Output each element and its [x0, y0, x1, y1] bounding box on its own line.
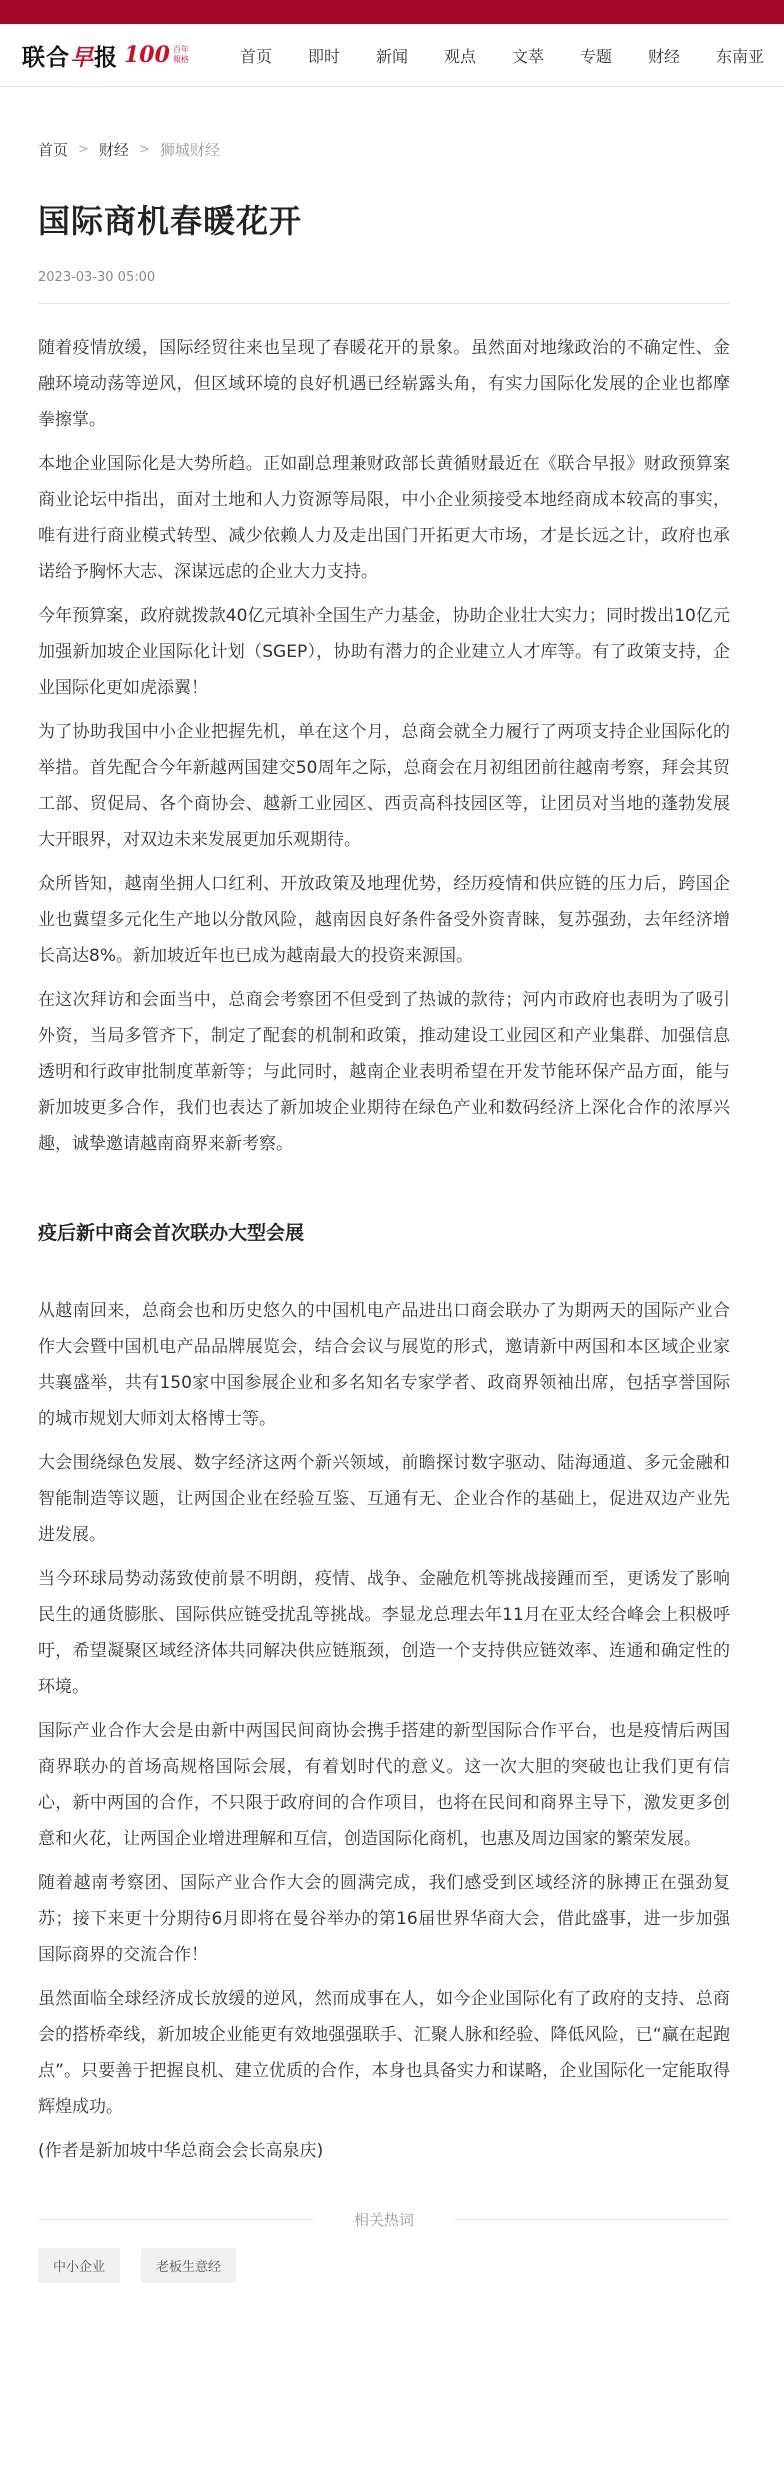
main-nav [240, 44, 784, 67]
breadcrumb-current[interactable]: 狮城财经 [159, 141, 220, 159]
top-brand-bar [0, 0, 784, 24]
breadcrumb-section[interactable]: 财经 [98, 141, 129, 159]
site-logo[interactable] [22, 39, 209, 72]
paragraph: 随着越南考察团、国际产业合作大会的圆满完成，我们感受到区域经济的脉搏正在强劲复苏；接下来更十分期待6月即将在曼谷举办的第16届世界华商大会，借此盛事，进一步加强国际商界的交流合作！ [38, 1873, 730, 1965]
paragraph: 随着疫情放缓，国际经贸往来也呈现了春暖花开的景象。虽然面对地缘政治的不确定性、金融环境动荡等逆风，但区域环境的良好机遇已经崭露头角，有实力国际化发展的企业也都摩拳擦掌。 [38, 338, 730, 430]
paragraph: 本地企业国际化是大势所趋。正如副总理兼财政部长黄循财最近在《联合早报》财政预算案商业论坛中指出，面对土地和人力资源等局限，中小企业须接受本地经商成本较高的事实，唯有进行商业模式转型、减少依赖人力及走出国门开拓更大市场，才是长远之计，政府也承诺给予胸怀大志、深谋远虑的企业大力支持。 [38, 454, 730, 582]
logo-wordmark: 联合早报 [22, 43, 118, 71]
title-divider [38, 303, 730, 304]
article-date: 2023-03-30 05:00 [38, 270, 156, 285]
nav-item-sea[interactable]: 东南亚 [716, 46, 765, 66]
keyword-tags [38, 2248, 730, 2283]
paragraph: 众所皆知，越南坐拥人口红利、开放政策及地理优势，经历疫情和供应链的压力后，跨国企业也冀望多元化生产地以分散风险，越南因良好条件备受外资青睐，复苏强劲，去年经济增长高达8%。新加坡近年也已成为越南最大的投资来源国。 [38, 874, 730, 966]
nav-item-opinion[interactable]: 观点 [444, 46, 477, 66]
keyword-tag[interactable]: 中小企业 [38, 2248, 120, 2283]
breadcrumb [38, 139, 730, 160]
logo-tagline: 百年報格 [172, 45, 189, 64]
site-header [0, 24, 784, 87]
nav-item-home[interactable]: 首页 [240, 46, 273, 66]
breadcrumb-separator: > [138, 142, 150, 157]
article-container [38, 139, 730, 2283]
paragraph: 大会围绕绿色发展、数字经济这两个新兴领域，前瞻探讨数字驱动、陆海通道、多元金融和智能制造等议题，让两国企业在经验互鉴、互通有无、企业合作的基础上，促进双边产业先进发展。 [38, 1453, 730, 1545]
divider-line [38, 2219, 314, 2220]
breadcrumb-home[interactable]: 首页 [38, 141, 69, 159]
nav-item-news[interactable]: 新闻 [376, 46, 409, 66]
nav-item-special[interactable]: 专题 [580, 46, 613, 66]
nav-item-finance[interactable]: 财经 [648, 46, 681, 66]
paragraph: 当今环球局势动荡致使前景不明朗，疫情、战争、金融危机等挑战接踵而至，更诱发了影响民生的通货膨胀、国际供应链受扰乱等挑战。李显龙总理去年11月在亚太经合峰会上积极呼吁，希望凝聚区域经济体共同解决供应链瓶颈，创造一个支持供应链效率、连通和确定性的环境。 [38, 1569, 730, 1697]
paragraph: 从越南回来，总商会也和历史悠久的中国机电产品进出口商会联办了为期两天的国际产业合作大会暨中国机电产品品牌展览会，结合会议与展览的形式，邀请新中两国和本区域企业家共襄盛举，共有150家中国参展企业和多名知名专家学者、政商界领袖出席，包括享誉国际的城市规划大师刘太格博士等。 [38, 1301, 730, 1429]
article-title: 国际商机春暖花开 [38, 202, 303, 240]
author-note: (作者是新加坡中华总商会会长高泉庆) [38, 2141, 324, 2161]
article-body [38, 330, 730, 2169]
section-subheading: 疫后新中商会首次联办大型会展 [38, 1222, 305, 1244]
nav-item-digest[interactable]: 文萃 [512, 46, 545, 66]
paragraph: 国际产业合作大会是由新中两国民间商协会携手搭建的新型国际合作平台，也是疫情后两国商界联办的首场高规格国际会展，有着划时代的意义。这一次大胆的突破也让我们更有信心，新中两国的合作，不只限于政府间的合作项目，也将在民间和商界主导下，激发更多创意和火花，让两国企业增进理解和互信，创造国际化商机，也惠及周边国家的繁荣发展。 [38, 1721, 730, 1849]
paragraph: 虽然面临全球经济成长放缓的逆风，然而成事在人，如今企业国际化有了政府的支持、总商会的搭桥牵线，新加坡企业能更有效地强强联手、汇聚人脉和经验、降低风险，已“赢在起跑点”。只要善于把握良机、建立优质的合作，本身也具备实力和谋略，企业国际化一定能取得辉煌成功。 [38, 1989, 730, 2117]
related-keywords-header [38, 2209, 730, 2230]
paragraph: 在这次拜访和会面当中，总商会考察团不但受到了热诚的款待；河内市政府也表明为了吸引外资，当局多管齐下，制定了配套的机制和政策，推动建设工业园区和产业集群、加强信息透明和行政审批制度革新等；与此同时，越南企业表明希望在开发节能环保产品方面，能与新加坡更多合作，我们也表达了新加坡企业期待在绿色产业和数码经济上深化合作的浓厚兴趣，诚挚邀请越南商界来新考察。 [38, 990, 730, 1154]
paragraph: 今年预算案，政府就拨款40亿元填补全国生产力基金，协助企业壮大实力；同时拨出10亿元加强新加坡企业国际化计划（SGEP），协助有潜力的企业建立人才库等。有了政策支持，企业国际化更如虎添翼！ [38, 606, 730, 698]
breadcrumb-separator: > [78, 142, 89, 157]
nav-item-realtime[interactable]: 即时 [308, 46, 341, 66]
divider-line [454, 2219, 730, 2220]
related-keywords-label: 相关热词 [354, 2211, 415, 2229]
logo-anniversary: 100 [124, 42, 170, 68]
paragraph: 为了协助我国中小企业把握先机，单在这个月，总商会就全力履行了两项支持企业国际化的举措。首先配合今年新越两国建交50周年之际，总商会在月初组团前往越南考察，拜会其贸工部、贸促局、各个商协会、越新工业园区、西贡高科技园区等，让团员对当地的蓬勃发展大开眼界，对双边未来发展更加乐观期待。 [38, 722, 730, 850]
keyword-tag[interactable]: 老板生意经 [141, 2248, 236, 2283]
